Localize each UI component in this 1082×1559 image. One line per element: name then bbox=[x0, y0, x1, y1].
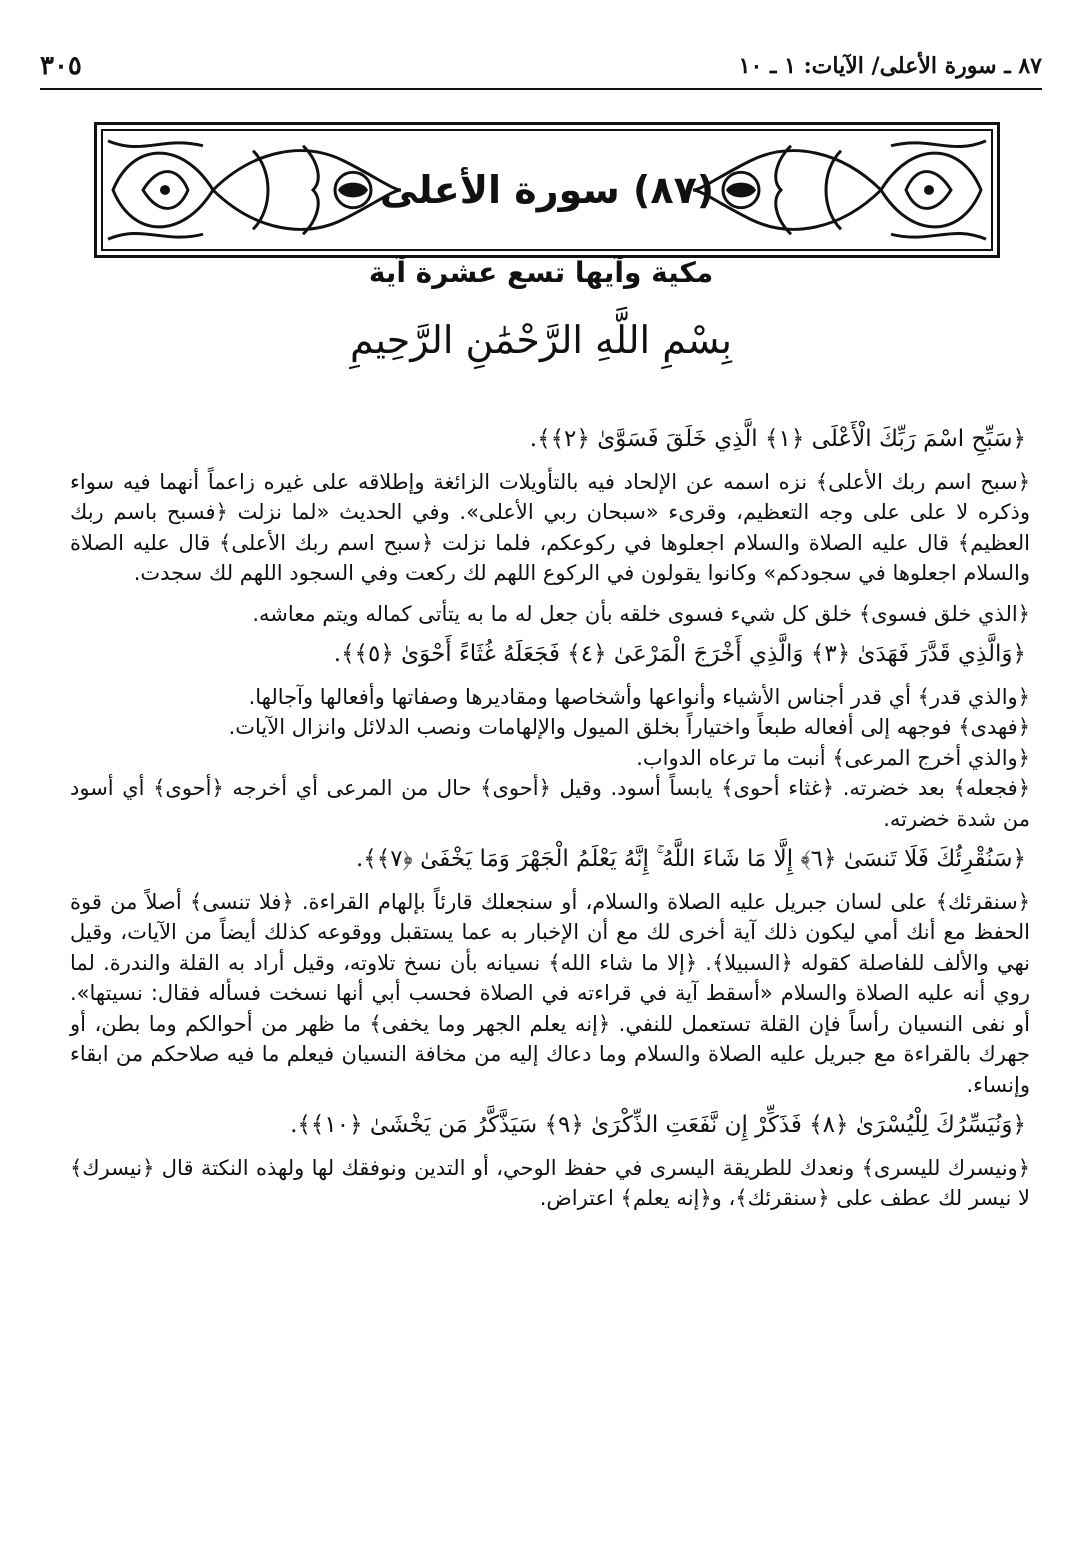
commentary-paragraph: ﴿فجعله﴾ بعد خضرته. ﴿غثاء أحوى﴾ يابساً أسود. وقيل ﴿أحوى﴾ حال من المرعى أي أخرجه ﴿أحوى﴾ أي أسود من شدة خضرته. bbox=[70, 776, 1030, 831]
running-header bbox=[40, 44, 1042, 90]
commentary-paragraph: ﴿سبح اسم ربك الأعلى﴾ نزه اسمه عن الإلحاد فيه بالتأويلات الزائغة وإطلاقه على غيره زاعماً أنهما فيه سواء وذكره لا على على وجه التعظيم، وقرىء «سبحان ربي الأعلى». وفي الحديث «لما نزلت ﴿فسبح باسم ربك العظيم﴾ قال عليه الصلاة والسلام اجعلوها في ركوعكم، فلما نزلت ﴿سبح اسم ربك الأعلى﴾ قال عليه الصلاة والسلام اجعلوها في سجودكم» وكانوا يقولون في الركوع اللهم لك ركعت وفي السجود اللهم لك سجدت. bbox=[70, 469, 1030, 585]
commentary-paragraph: ﴿فهدى﴾ فوجهه إلى أفعاله طبعاً واختياراً بخلق الميول والإلهامات ونصب الدلائل وانزال الآيات. bbox=[228, 715, 1030, 739]
chapter-reference: ٨٧ ـ سورة الأعلى/ الآيات: ١ ـ ١٠ bbox=[738, 53, 1042, 79]
right-arabesque-ornament bbox=[691, 131, 991, 249]
sura-title: (٨٧) سورة الأعلى bbox=[379, 168, 715, 212]
left-arabesque-ornament bbox=[103, 131, 403, 249]
quran-verse-1-2: ﴿سَبِّحِ اسْمَ رَبِّكَ الْأَعْلَى ﴿١﴾ الَّذِي خَلَقَ فَسَوَّىٰ ﴿٢﴾﴾. bbox=[529, 426, 1026, 452]
basmala: بِسْمِ اللَّهِ الرَّحْمَٰنِ الرَّحِيمِ bbox=[350, 318, 732, 362]
commentary-paragraph: ﴿ونيسرك لليسرى﴾ ونعدك للطريقة اليسرى في حفظ الوحي، أو التدين ونوفقك لها ولهذه النكتة قال ﴿نيسرك﴾ لا نيسر لك عطف على ﴿سنقرئك﴾، و﴿إنه يعلم﴾ اعتراض. bbox=[70, 1155, 1030, 1210]
sura-subtitle: مكية وآيها تسع عشرة آية bbox=[368, 256, 714, 289]
quran-verse-8-10: ﴿وَنُيَسِّرُكَ لِلْيُسْرَىٰ ﴿٨﴾ فَذَكِّرْ إِن نَّفَعَتِ الذِّكْرَىٰ ﴿٩﴾ سَيَذَّكَّرُ مَن يَخْشَىٰ ﴿١٠﴾﴾. bbox=[290, 1112, 1026, 1138]
quran-verse-6-7: ﴿سَنُقْرِئُكَ فَلَا تَنسَىٰ ﴿٦﴾ إِلَّا مَا شَاءَ اللَّهُ ۚ إِنَّهُ يَعْلَمُ الْجَهْرَ وَمَا يَخْفَىٰ ﴿٧﴾﴾. bbox=[355, 846, 1026, 872]
commentary-paragraph: ﴿والذي أخرج المرعى﴾ أنبت ما ترعاه الدواب. bbox=[636, 745, 1030, 770]
commentary-paragraph: ﴿والذي قدر﴾ أي قدر أجناس الأشياء وأنواعها وأشخاصها ومقاديرها وصفاتها وأفعالها وآجالها. bbox=[248, 684, 1030, 709]
sura-title-banner bbox=[94, 122, 1000, 258]
page-number: ٣٠٥ bbox=[40, 51, 82, 81]
quran-verse-3-5: ﴿وَالَّذِي قَدَّرَ فَهَدَىٰ ﴿٣﴾ وَالَّذِي أَخْرَجَ الْمَرْعَىٰ ﴿٤﴾ فَجَعَلَهُ غُثَاءً أَحْوَىٰ ﴿٥﴾﴾. bbox=[333, 641, 1026, 667]
commentary-paragraph: ﴿سنقرئك﴾ على لسان جبريل عليه الصلاة والسلام، أو سنجعلك قارئاً بإلهام القراءة. ﴿فلا تنسى﴾ أصلاً من قوة الحفظ مع أنك أمي ليكون ذلك آية أخرى لك مع أن الإخبار به عما يستقبل ووقوعه كذلك أيضاً من الآيات، وقيل نهي والألف للفاصلة كقوله ﴿السبيلا﴾. ﴿إلا ما شاء الله﴾ نسيانه بأن نسخ تلاوته، وقيل أراد به القلة والندرة. لما روي أنه عليه الصلاة والسلام «أسقط آية في قراءته في الصلاة فحسب أبي أنها نسخت فسأله فقال: نسيتها». أو نفى النسيان رأساً فإن القلة تستعمل للنفي. ﴿إنه يعلم الجهر وما يخفى﴾ ما ظهر من أحوالكم وما بطن، أو جهرك بالقراءة مع جبريل عليه الصلاة والسلام وما دعاك إليه من مخافة النسيان فيعلم ما فيه صلاحكم من ابقاء وإنساء. bbox=[70, 889, 1030, 1097]
commentary-text bbox=[70, 416, 1030, 1214]
commentary-paragraph: ﴿الذي خلق فسوى﴾ خلق كل شيء فسوى خلقه بأن جعل له ما به يتأتى كماله ويتم معاشه. bbox=[252, 601, 1030, 626]
